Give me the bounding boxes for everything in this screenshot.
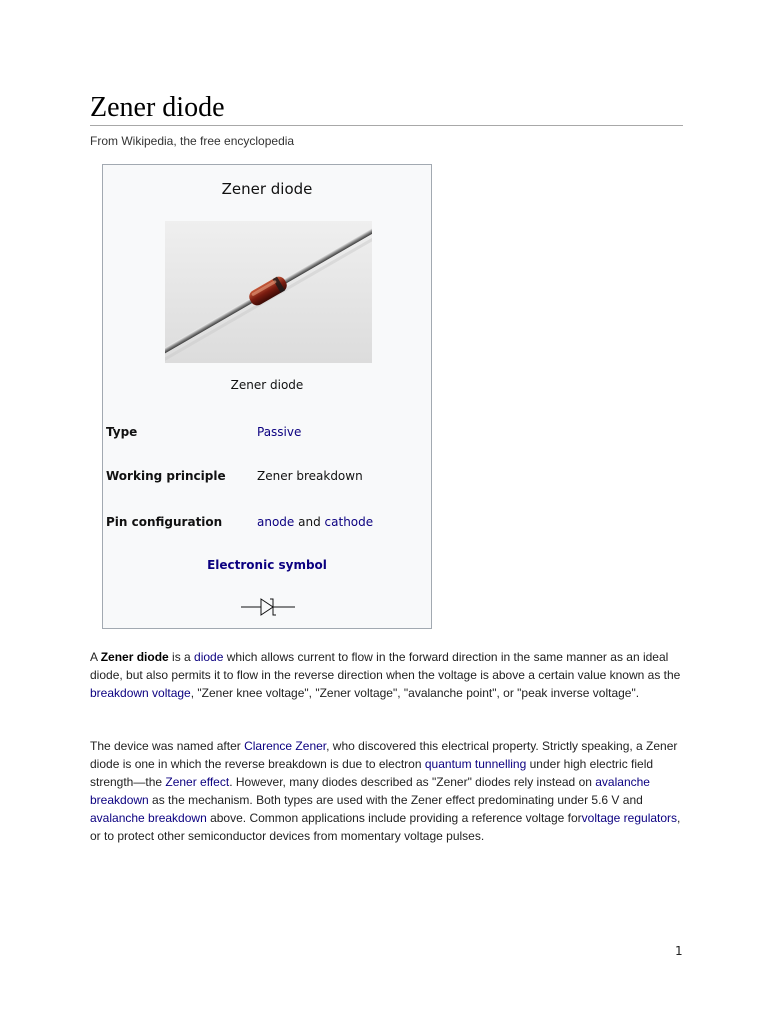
infobox-symbol-title[interactable]: Electronic symbol xyxy=(207,558,327,572)
title-divider xyxy=(90,125,683,126)
link-diode[interactable]: diode xyxy=(194,650,224,664)
infobox-value: Zener breakdown xyxy=(257,469,363,483)
text: which allows current to flow in the forward direction in the same manner as an ideal diode, but also permits it to flow in the reverse direction when the voltage is above a certain value known as the xyxy=(90,650,681,682)
infobox-row-type xyxy=(106,425,426,443)
infobox-label: Pin configuration xyxy=(106,515,223,529)
infobox-link-passive[interactable]: Passive xyxy=(257,425,302,439)
link-breakdown-voltage[interactable]: breakdown voltage xyxy=(90,686,191,700)
text: . However, many diodes described as "Zener" diodes rely instead on xyxy=(229,775,596,789)
zener-diode-photo-graphic xyxy=(165,221,372,363)
infobox-link-anode[interactable]: anode xyxy=(257,515,295,529)
page-subtitle: From Wikipedia, the free encyclopedia xyxy=(90,134,295,148)
link-avalanche-breakdown-2[interactable]: avalanche breakdown xyxy=(90,811,207,825)
text: , "Zener knee voltage", "Zener voltage", "avalanche point", or "peak inverse voltage". xyxy=(190,686,640,700)
text: is a xyxy=(168,650,195,664)
link-voltage-regulators[interactable]: voltage regulators xyxy=(581,811,678,825)
infobox-label: Working principle xyxy=(106,469,226,483)
link-clarence-zener[interactable]: Clarence Zener xyxy=(244,739,327,753)
page-title: Zener diode xyxy=(90,92,225,123)
text: The device was named after xyxy=(90,739,245,753)
infobox-row-pin-configuration xyxy=(106,515,426,533)
infobox-label: Type xyxy=(106,425,138,439)
paragraph-intro xyxy=(90,648,690,702)
link-avalanche-breakdown[interactable]: avalanche breakdown xyxy=(90,775,650,807)
infobox xyxy=(102,164,432,629)
text: , who discovered this electrical property. Strictly speaking, a Zener diode is one in which the reverse breakdown is due to electron xyxy=(90,739,678,771)
infobox-row-working-principle xyxy=(106,469,426,487)
text: , or to protect other semiconductor devices from momentary voltage pulses. xyxy=(90,811,681,843)
infobox-title: Zener diode xyxy=(221,180,313,198)
infobox-value xyxy=(257,515,373,529)
page-number: 1 xyxy=(675,944,683,958)
link-quantum-tunnelling[interactable]: quantum tunnelling xyxy=(424,757,527,771)
zener-diode-symbol-icon[interactable] xyxy=(241,595,295,619)
text: above. Common applications include providing a reference voltage for xyxy=(206,811,582,825)
link-zener-effect[interactable]: Zener effect xyxy=(165,775,230,789)
zener-diode-photo[interactable] xyxy=(165,221,372,363)
text: under high electric field strength—the xyxy=(90,757,654,789)
text: as the mechanism. Both types are used with the Zener effect predominating under 5.6 V and xyxy=(148,793,643,807)
infobox-link-cathode[interactable]: cathode xyxy=(324,515,374,529)
infobox-value-text: and xyxy=(294,515,325,529)
infobox-caption: Zener diode xyxy=(230,378,304,392)
paragraph-history xyxy=(90,737,690,845)
bold-term: Zener diode xyxy=(100,650,169,664)
text: A xyxy=(90,650,101,664)
